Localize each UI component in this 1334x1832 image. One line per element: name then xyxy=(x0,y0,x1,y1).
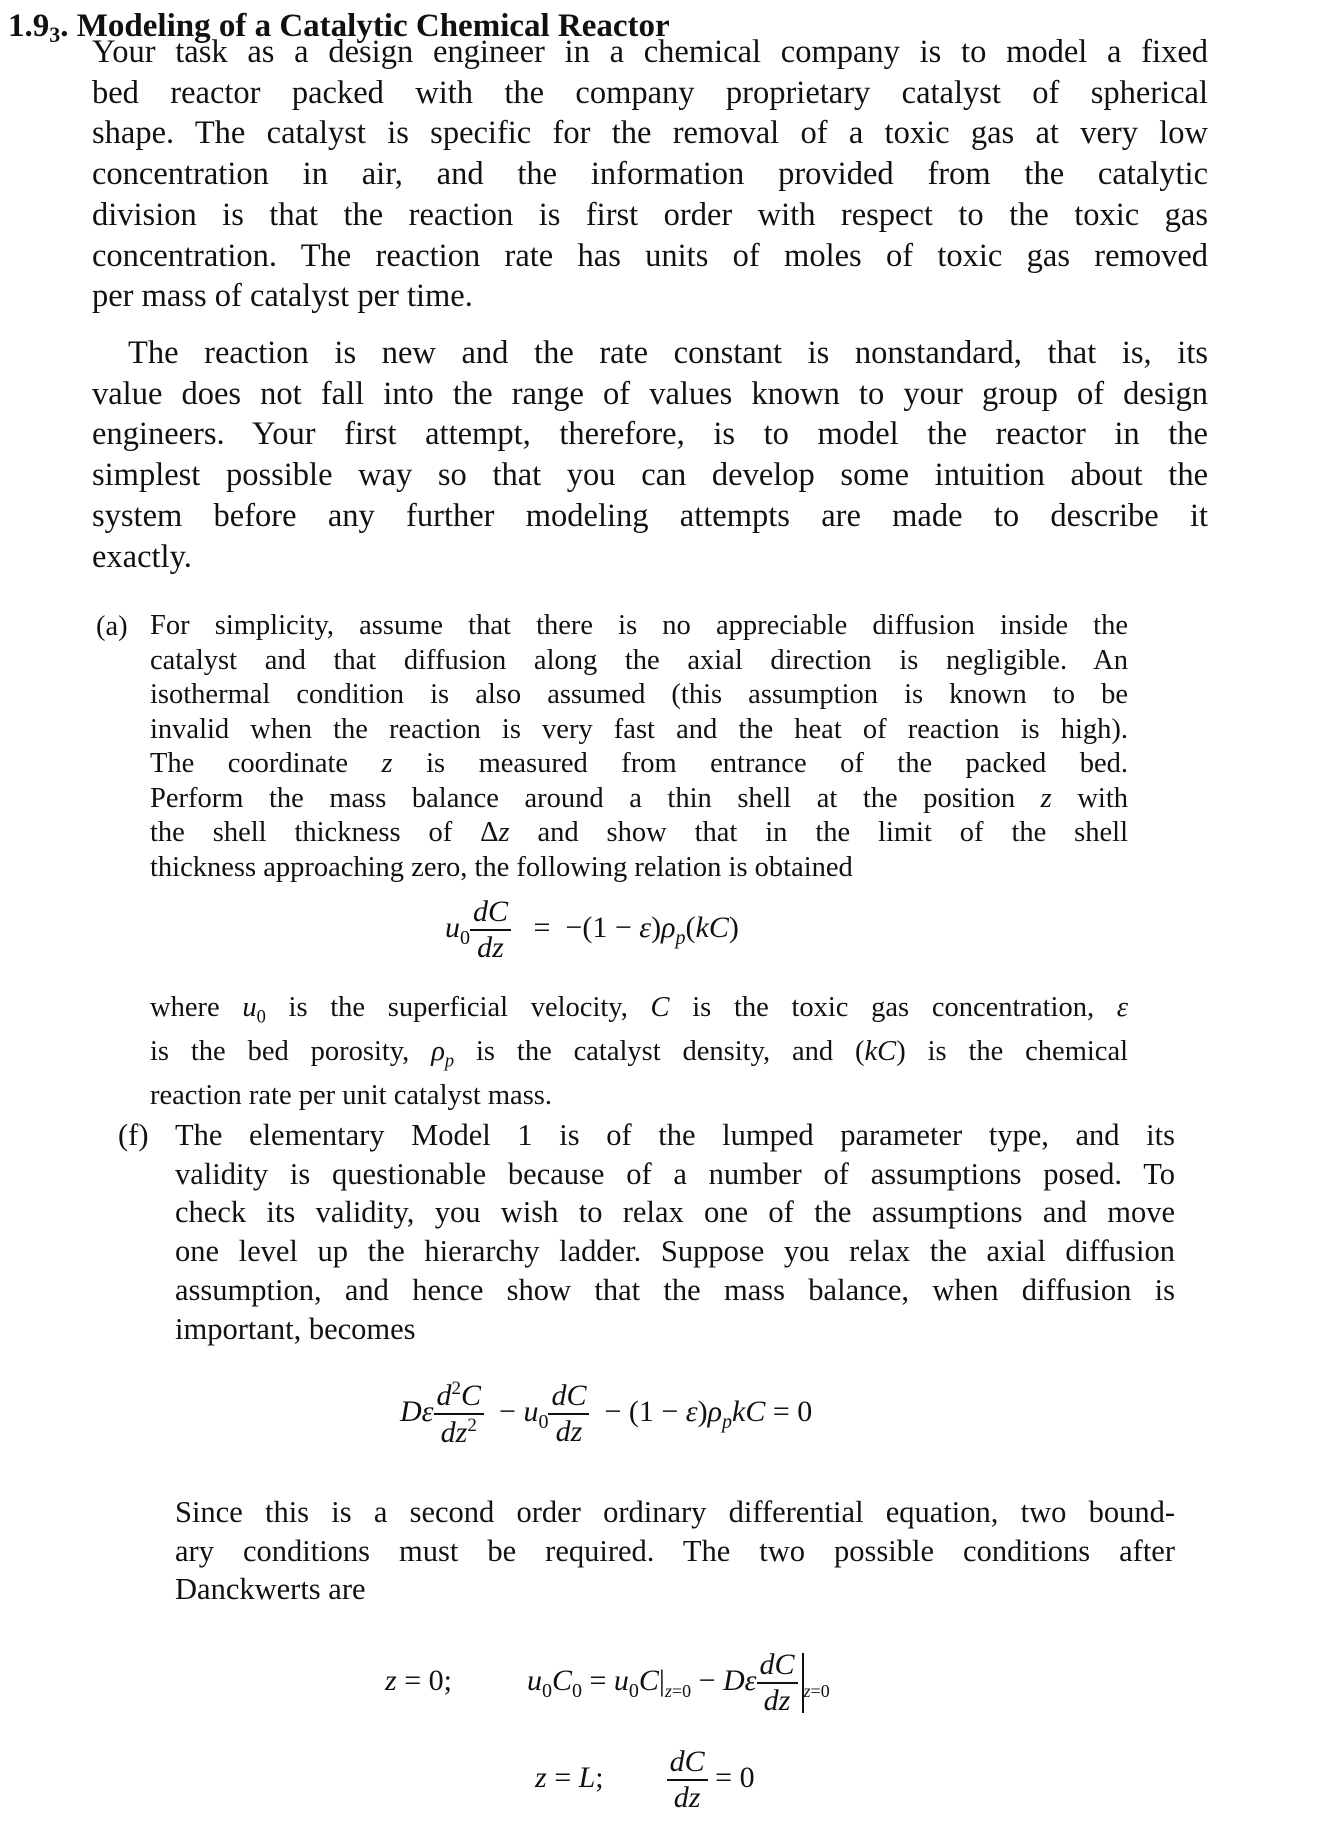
text-line: system before any further modeling attempts are made to describe it xyxy=(92,497,1208,534)
text-line: division is that the reaction is first order with respect to the toxic gas xyxy=(92,196,1208,233)
text-line: catalyst and that diffusion along the axial direction is negligible. An xyxy=(150,644,1128,676)
text-line: Danckwerts are xyxy=(175,1572,366,1607)
boundary-condition-entrance: z = 0; $u_0C_0 = u_0C|_{z=0} - D\varepsilon$ $\frac{dC}{dz}$ $_{z=0}$ xyxy=(385,1648,830,1717)
text-line: Perform the mass balance around a thin shell at the position z with xyxy=(150,782,1128,814)
part-a-definitions xyxy=(150,991,1128,1114)
text-line: concentration. The reaction rate has units of moles of toxic gas removed xyxy=(92,237,1208,274)
text-line: isothermal condition is also assumed (this assumption is known to be xyxy=(150,679,1128,710)
part-a-text xyxy=(150,609,1128,885)
part-f-boundary-intro xyxy=(175,1493,1175,1609)
text-line: The coordinate z is measured from entrance of the packed bed. xyxy=(150,748,1128,779)
text-line: assumption, and hence show that the mass balance, when diffusion is xyxy=(175,1272,1175,1307)
problem-number: 1.9 xyxy=(8,8,50,44)
problem-heading: $1.9_3$. Modeling of a Catalytic Chemical Reactor xyxy=(8,8,670,47)
text-line: is the bed porosity, $\rho_p$ is the catalyst density, and (kC) is the chemical xyxy=(150,1036,1129,1072)
text-line: reaction rate per unit catalyst mass. xyxy=(150,1080,553,1112)
text-line: Your task as a design engineer in a chemical company is to model a fixed xyxy=(92,34,1208,70)
text-line: where $u_0$ is the superficial velocity, C is the toxic gas concentration, ε xyxy=(150,992,1128,1028)
text-line: concentration in air, and the information provided from the catalytic xyxy=(92,156,1208,193)
text-line: Since this is a second order ordinary differential equation, two bound- xyxy=(175,1495,1175,1529)
part-f-label: (f) xyxy=(118,1118,149,1152)
text-line: simplest possible way so that you can develop some intuition about the xyxy=(92,457,1208,494)
text-line: validity is questionable because of a number of assumptions posed. To xyxy=(175,1156,1175,1191)
text-line: For simplicity, assume that there is no appreciable diffusion inside the xyxy=(150,610,1128,641)
part-a-label: (a) xyxy=(96,611,128,642)
text-line: The elementary Model 1 is of the lumped parameter type, and its xyxy=(175,1118,1175,1152)
equation-model-1: $u_0$ $\frac{dC}{dz}$ = $-(1 - \varepsilon)\rho_p(kC)$ xyxy=(445,895,739,964)
text-line: invalid when the reaction is very fast and the heat of reaction is high). xyxy=(150,713,1128,745)
text-line: The reaction is new and the rate constant is nonstandard, that is, its xyxy=(128,335,1208,371)
text-line: per mass of catalyst per time. xyxy=(92,278,473,315)
text-line: the shell thickness of Δz and show that in the limit of the shell xyxy=(150,817,1129,848)
equation-axial-diffusion: Dε $\frac{d^2C}{dz^2}$ − $u_0$ $\frac{dC}{dz}$ − $(1 - \varepsilon)\rho_pkC = 0$ xyxy=(400,1378,813,1449)
text-line: thickness approaching zero, the following relation is obtained xyxy=(150,851,853,883)
intro-paragraph-1 xyxy=(92,32,1208,317)
text-line: engineers. Your first attempt, therefore, is to model the reactor in the xyxy=(92,416,1208,453)
text-line: exactly. xyxy=(92,538,192,575)
text-line: check its validity, you wish to relax one of the assumptions and move xyxy=(175,1195,1175,1230)
text-line: one level up the hierarchy ladder. Suppose you relax the axial diffusion xyxy=(175,1234,1175,1269)
text-line: shape. The catalyst is specific for the removal of a toxic gas at very low xyxy=(92,115,1208,152)
part-f-text xyxy=(175,1116,1175,1348)
problem-title: Modeling of a Catalytic Chemical Reactor xyxy=(76,8,670,44)
text-line: important, becomes xyxy=(175,1311,416,1346)
boundary-condition-exit: z = L; $\frac{dC}{dz}$ = 0 xyxy=(535,1745,755,1814)
intro-paragraph-2 xyxy=(92,333,1208,577)
text-line: ary conditions must be required. The two possible conditions after xyxy=(175,1533,1175,1568)
problem-number-subscript: 3 xyxy=(49,22,61,47)
text-line: value does not fall into the range of values known to your group of design xyxy=(92,375,1208,412)
text-line: bed reactor packed with the company proprietary catalyst of spherical xyxy=(92,74,1208,111)
